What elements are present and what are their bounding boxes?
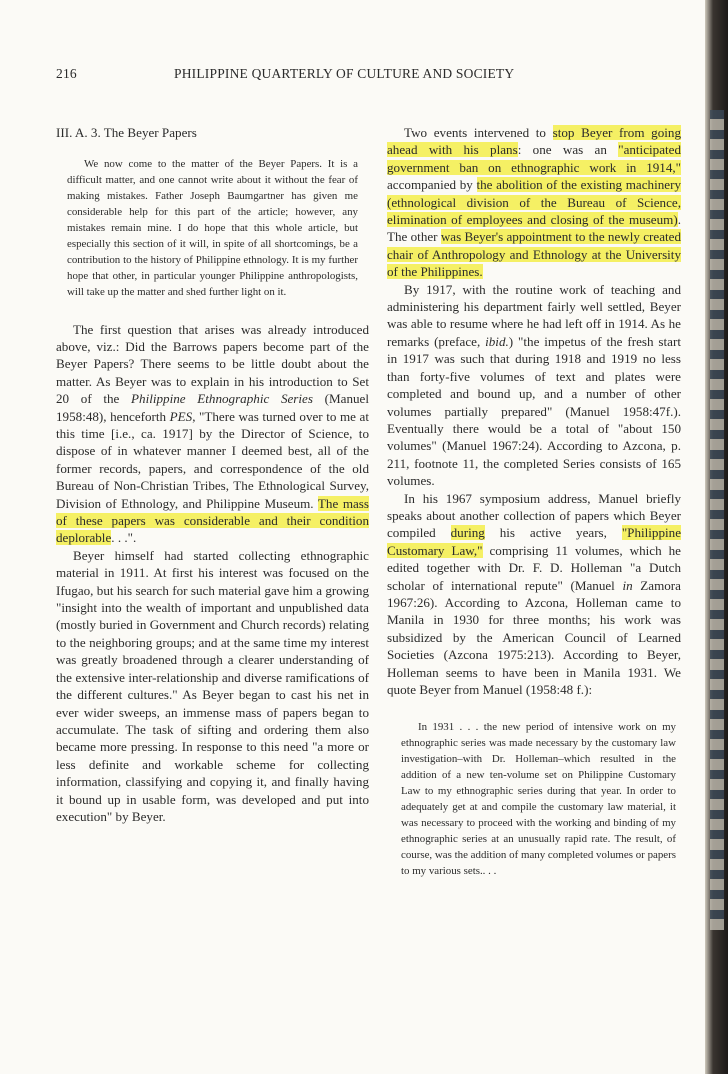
highlight: "Philippine Customary Law," <box>387 525 682 558</box>
beyer-quote-text: In 1931 . . . the new period of intensive work on my ethnographic series was made necessary by the customary law investigation–with Dr. Holleman–which resulted in the addition of a new ten-volume set on Philippine Customary Law to my ethnographic series during that year. In order to adequately get at and compile the customary law material, it was necessary to proceed with the working and binding of my ethnographic series at an unusually rapid rate. The result, of course, was the addition of many completed volumes or papers to my various sets.. . . <box>401 721 676 877</box>
highlight: "anticipated government ban on ethnographic work in 1914," <box>387 142 682 175</box>
text-run: , "There was turned over to me at this time [i.e., ca. 1917] by the Director of Science, to dispose of in whatever manner I deemed best, all of the former records, papers, and correspondence of the old Bureau of Non-Christian Tribes, The Ethnological Survey, Division of Ethnology, and Philippine Museum. <box>56 408 369 511</box>
section-title: III. A. 3. The Beyer Papers <box>56 125 197 140</box>
paragraph-customary-law <box>387 490 681 699</box>
series-title: Philippine Ethnographic Series <box>131 391 313 407</box>
text-run: comprising 11 volumes, which he edited together with Dr. F. D. Holleman "a Dutch scholar of international repute" (Manuel <box>387 542 681 593</box>
adjacent-page-edge <box>710 110 724 930</box>
text-run: . . .". <box>111 530 137 546</box>
text-run: The first question that arises was already introduced above, viz.: Did the Barrows papers become part of the Beyer Papers? There seems to be little doubt about the matter. As Beyer was to explain in his introduction to Set 20 of the <box>56 321 369 407</box>
text-run: (Manuel 1958:48), henceforth <box>56 391 369 424</box>
text-run: accompanied by <box>387 177 477 193</box>
ibid: ibid. <box>485 333 509 349</box>
running-title: PHILIPPINE QUARTERLY OF CULTURE AND SOCIETY <box>174 66 515 81</box>
text-run: Zamora 1967:26). According to Azcona, Holleman came to Manila in 1930 for three months; his work was subsidized by the American Council of Learned Societies (Azcona 1975:213). According to Beyer, Holleman seems to have been in Manila 1931. We quote Beyer from Manuel (1958:48 f.): <box>387 577 681 697</box>
text-run: Two events intervened to <box>404 125 553 140</box>
paragraph-beyer-collecting: Beyer himself had started collecting ethnographic material in 1911. At first his interest was focused on the Ifugao, but his search for such material gave him a growing "insight into the wealth of important and unpublished data (mostly buried in Government and Church records) relating to the neighboring groups; and at the same time my interest was greatly broadened through a clearer understanding of the extensive inter-relationship and diverse ramifications of the different cultures." As Beyer began to cast his net in ever wider sweeps, an immense mass of papers began to accumulate. The task of sifting and ordering them also became more pressing. In response to this need "a more or less definite and workable scheme for collecting information, classifying and copying it, and finally having it bound up in usable form, was developed and put into execution" by Beyer. <box>56 547 369 824</box>
text-run: By 1917, with the routine work of teaching and administering his department fairly well settled, Beyer was able to resume where he had left off in 1914. As he remarks (preface, <box>387 281 681 349</box>
pes-abbrev: PES <box>169 408 193 424</box>
text-run: In his 1967 symposium address, Manuel briefly speaks about another collection of papers which Beyer compiled <box>387 490 681 541</box>
page-number: 216 <box>56 66 77 81</box>
intro-quote-text: We now come to the matter of the Beyer Papers. It is a difficult matter, and one cannot write about it without the fear of making mistakes. Father Joseph Baumgartner has given me considerable help for this part of the article; however, any mistakes remain mine. I do hope that this whole article, but especially this section of it will, in spite of all shortcomings, be a contribution to the history of Philippine ethnology. It is my further hope that other, in particular younger Philippine anthropologists, will take up the matter and shed further light on it. <box>67 158 358 298</box>
right-column <box>387 124 681 879</box>
paragraph-barrows-papers <box>56 321 369 547</box>
intro-quote <box>56 157 369 300</box>
page-binding-edge <box>705 0 728 1074</box>
highlight: The mass of these papers was considerable and their condition deplorable <box>56 495 370 546</box>
text-run: : one was an <box>517 142 619 158</box>
beyer-quote <box>387 720 681 879</box>
text-run: ) "the impetus of the fresh start in 1917 was such that during 1918 and 1919 no less than forty-five volumes of text and plates were completed and bound up, and a number of other volumes partially prepared" (Manuel 1958:47f.). Eventually there would be a total of "about 150 volumes" (Manuel 1967:24). According to Azcona, p. 211, footnote 11, the completed Series consists of 165 volumes. <box>387 333 681 489</box>
highlight: stop Beyer from going ahead with his plans <box>387 125 681 158</box>
left-column <box>56 124 369 825</box>
paragraph-1917 <box>387 281 681 490</box>
highlight: the abolition of the existing machinery (ethnological division of the Bureau of Science, elimination of employees and closing of the museum) <box>387 177 681 228</box>
highlight: was Beyer's appointment to the newly created chair of Anthropology and Ethnology at the University of the Philippines. <box>387 229 682 280</box>
text-run: . The other <box>387 212 681 245</box>
in-word: in <box>622 577 633 593</box>
text-run: his active years, <box>484 525 622 541</box>
paragraph-two-events <box>387 124 681 281</box>
highlight: during <box>450 525 485 541</box>
